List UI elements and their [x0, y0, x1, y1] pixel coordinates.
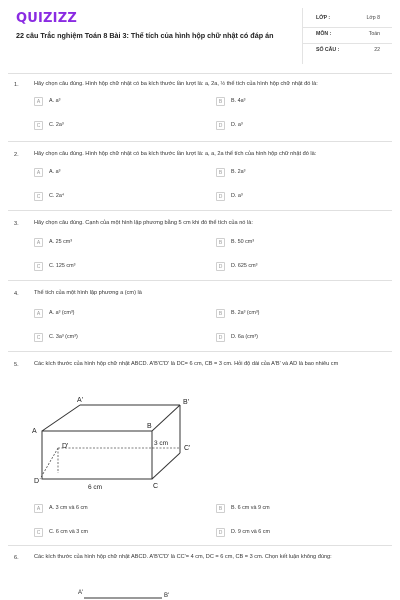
question-1-text: Hãy chọn câu đúng. Hình hộp chữ nhật có ba kích thước lần lượt là: a, 2a, ½ thể tích của hình hộp chữ nhật đó là: [34, 81, 318, 87]
page-header [0, 0, 400, 68]
q3-option-b[interactable]: B B. 50 cm³ [216, 238, 386, 248]
question-divider [8, 210, 392, 211]
edge-c-prime-c [152, 453, 180, 479]
q4-option-a[interactable]: A A. a³ (cm³) [34, 309, 204, 319]
meta-class-label: LỚP : [316, 15, 331, 21]
rectangular-box-diagram [70, 585, 190, 600]
q5-option-a[interactable]: A A. 3 cm và 6 cm [34, 504, 204, 514]
q2-option-c[interactable]: C C. 2a⁴ [34, 192, 204, 202]
edge-d-prime-d [40, 448, 58, 479]
label-b: B [147, 423, 152, 430]
label-b-prime: B' [183, 399, 190, 406]
q5-option-b[interactable]: B B. 6 cm và 9 cm [216, 504, 386, 514]
label-c-prime: C' [184, 445, 191, 452]
question-4-text: Thể tích của một hình lập phương a (cm) là [34, 290, 142, 296]
quizizz-logo: QUIZIZZ [16, 11, 77, 26]
rectangular-box-diagram [30, 393, 205, 493]
q5-option-c[interactable]: C C. 6 cm và 3 cm [34, 528, 204, 538]
q2-option-d[interactable]: D D. a³ [216, 192, 386, 202]
q1-option-b[interactable]: B B. 4a³ [216, 97, 386, 107]
q1-option-c[interactable]: C C. 2a³ [34, 121, 204, 131]
question-divider [8, 141, 392, 142]
header-divider [8, 73, 392, 74]
q1-option-a[interactable]: A A. a³ [34, 97, 204, 107]
q3-option-a[interactable]: A A. 25 cm³ [34, 238, 204, 248]
meta-count-value: 22 [374, 47, 380, 53]
question-2-text: Hãy chọn câu đúng. Hình hộp chữ nhật có ba kích thước lần lượt là: a, a, 2a thể tích của hình hộp chữ nhật đó là: [34, 151, 317, 157]
q6-box-figure [70, 585, 190, 600]
question-2-number: 2. [14, 152, 19, 158]
q3-option-c[interactable]: C C. 125 cm³ [34, 262, 204, 272]
q2-option-a[interactable]: A A. a³ [34, 168, 204, 178]
label-d-prime: D' [62, 443, 69, 450]
question-divider [8, 545, 392, 546]
label-length-cb: 3 cm [154, 440, 169, 447]
question-1-number: 1. [14, 82, 19, 88]
meta-subject-value: Toán [368, 31, 380, 37]
question-divider [8, 351, 392, 352]
q5-box-figure [30, 393, 205, 493]
meta-count-label: SỐ CÂU : [316, 47, 340, 53]
q3-option-d[interactable]: D D. 625 cm³ [216, 262, 386, 272]
front-face [42, 431, 152, 479]
label-c: C [153, 483, 159, 490]
q5-option-d[interactable]: D D. 9 cm và 6 cm [216, 528, 386, 538]
label-length-dc: 6 cm [88, 484, 103, 491]
label-a-prime: A' [77, 397, 84, 404]
q4-option-d[interactable]: D D. 6a (cm³) [216, 333, 386, 343]
q2-option-b[interactable]: B B. 2a³ [216, 168, 386, 178]
label-b-prime: B' [164, 593, 170, 599]
question-4-number: 4. [14, 291, 19, 297]
question-6-number: 6. [14, 555, 19, 561]
question-3-number: 3. [14, 221, 19, 227]
page-title: 22 câu Trắc nghiệm Toán 8 Bài 3: Thể tích của hình hộp chữ nhật có đáp án [16, 31, 274, 40]
meta-subject-label: MÔN : [316, 31, 332, 37]
edge-a-prime-a [42, 405, 80, 431]
label-d: D [34, 478, 40, 485]
question-3-text: Hãy chọn câu đúng. Cạnh của một hình lập phương bằng 5 cm khi đó thể tích của nó là: [34, 220, 253, 226]
q1-option-d[interactable]: D D. a³ [216, 121, 386, 131]
q4-option-c[interactable]: C C. 3a³ (cm³) [34, 333, 204, 343]
label-a-prime: A' [78, 590, 84, 596]
question-5-text: Các kích thước của hình hộp chữ nhật ABCD. A'B'C'D' là DC= 6 cm, CB = 3 cm. Hỏi độ dài của A'B' và AD là bao nhiêu cm [34, 361, 339, 367]
question-divider [8, 280, 392, 281]
meta-divider [302, 8, 303, 64]
edge-b-prime-b [152, 405, 180, 431]
meta-subject [306, 28, 386, 42]
label-a: A [32, 428, 37, 435]
question-5-number: 5. [14, 362, 19, 368]
meta-class-value: Lớp 8 [366, 15, 380, 21]
meta-count [306, 44, 386, 58]
meta-class [306, 12, 386, 26]
q4-option-b[interactable]: B B. 2a³ (cm³) [216, 309, 386, 319]
question-6-text: Các kích thước của hình hộp chữ nhật ABCD. A'B'C'D' là CC'= 4 cm, DC = 6 cm, CB = 3 cm. Chọn kết luận không đúng: [34, 554, 332, 560]
